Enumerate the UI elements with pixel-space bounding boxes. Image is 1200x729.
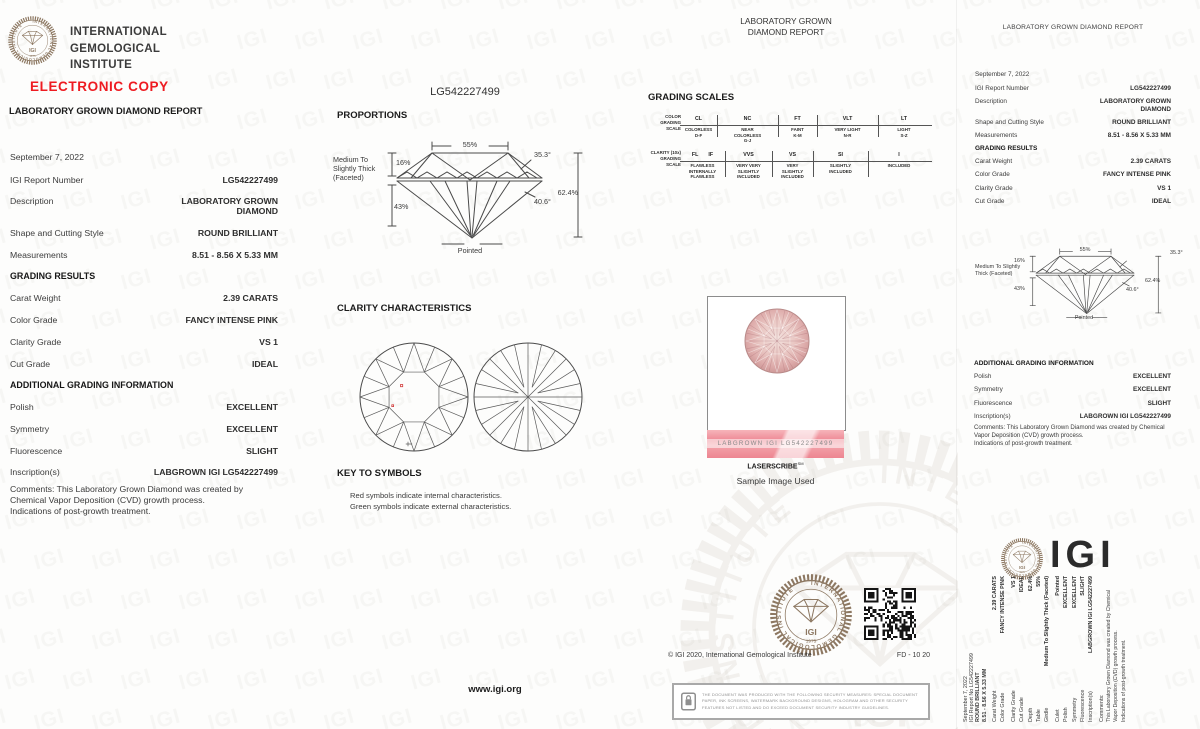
- scale-code2-text: IF: [708, 152, 714, 158]
- diamond-photo-frame: [707, 296, 846, 431]
- rot-label: Inscription(s): [1088, 691, 1095, 722]
- scale-name: [817, 127, 878, 138]
- scale-range: D-F: [694, 132, 703, 138]
- clarity-grading-scale: [648, 148, 933, 192]
- rot-comments-body: This Laboratory Grown Diamond was created by Chemical Vapor Deposition (CVD) growth process.: [1106, 590, 1120, 722]
- field-label: Clarity Grade: [10, 336, 62, 347]
- rot-row: [1055, 576, 1061, 722]
- field-row: [10, 316, 278, 326]
- field-row: [974, 413, 1171, 420]
- field-value: IDEAL: [1151, 197, 1171, 205]
- rot-row: [1088, 576, 1094, 722]
- field-value: VS 1: [1157, 184, 1171, 192]
- stub-igi-logotype: IGI: [1050, 534, 1116, 576]
- clarity-characteristics-heading: CLARITY CHARACTERISTICS: [337, 303, 472, 314]
- field-row: [974, 373, 1171, 380]
- field-row: [975, 132, 1171, 139]
- field-label: Description: [10, 196, 54, 207]
- field-label: Description: [975, 98, 1007, 106]
- field-row: [975, 171, 1171, 178]
- grading-scales-heading: GRADING SCALES: [648, 92, 735, 103]
- scale-name: VERY VERY SLIGHTLY INCLUDED: [736, 163, 761, 180]
- key-green-line: Green symbols indicate external characteristics.: [350, 502, 512, 512]
- field-row: [10, 425, 278, 435]
- table-percent-label: 55%: [462, 140, 478, 149]
- field-value: LG542227499: [222, 174, 278, 185]
- field-value: FANCY INTENSE PINK: [1102, 171, 1171, 179]
- key-to-symbols-text: [350, 490, 511, 513]
- scale-col: [680, 148, 725, 180]
- rot-comments-body2: Indications of post-growth treatment.: [1120, 639, 1127, 722]
- key-red-line: Red symbols indicate internal characteristics.: [350, 491, 502, 500]
- scale-col: [772, 148, 813, 180]
- field-label: Inscription(s): [974, 412, 1011, 420]
- scale-name: VERY SLIGHTLY INCLUDED: [781, 163, 804, 180]
- rot-report-no: IGI Report No LG542227499: [969, 653, 976, 722]
- stub-comments-text: Comments: This Laboratory Grown Diamond was created by Chemical Vapor Deposition (CVD) growth process.: [974, 423, 1165, 439]
- field-value: ROUND BRILLIANT: [197, 227, 278, 238]
- rot-label: Culet: [1055, 709, 1062, 722]
- scale-name: FLAWLESS INTERNALLY FLAWLESS: [688, 163, 717, 180]
- crown-height-label: 16%: [396, 158, 411, 167]
- rot-value: 62.4%: [1027, 576, 1034, 592]
- clarity-scale-side-label: CLARITY (10x) GRADING SCALE: [650, 150, 681, 167]
- field-value: LG542227499: [1130, 85, 1171, 93]
- electronic-copy-stamp: ELECTRONIC COPY: [30, 79, 169, 94]
- field-value: IDEAL: [251, 358, 278, 369]
- stub-total-depth-label: 62.4%: [1145, 278, 1161, 284]
- field-row: [974, 386, 1171, 393]
- pavilion-depth-label: 43%: [394, 202, 409, 211]
- laserscribe-servicemark: SM: [797, 461, 804, 466]
- rot-row: [1044, 576, 1050, 722]
- field-row: [975, 85, 1171, 92]
- rot-value: Pointed: [1055, 576, 1062, 596]
- scale-name-text: VERY LIGHT: [834, 127, 861, 132]
- pavilion-angle-label: 40.6°: [534, 197, 551, 206]
- scale-name: [878, 127, 930, 138]
- report-date: September 7, 2022: [10, 152, 84, 162]
- rot-label: Symmetry: [1071, 697, 1078, 722]
- field-label: Shape and Cutting Style: [10, 227, 104, 238]
- sample-image-caption: Sample Image Used: [736, 476, 815, 486]
- rot-value: LABGROWN IGI LG542227499: [1088, 576, 1095, 653]
- field-label: Cut Grade: [10, 358, 51, 369]
- scale-code-text: FL: [691, 152, 699, 158]
- rot-row: [1028, 576, 1034, 722]
- security-notice-box: [672, 683, 930, 720]
- scale-name-text: LIGHT: [897, 127, 911, 132]
- laserscribe-strip: [707, 430, 844, 458]
- panel3-title-line2: DIAMOND REPORT: [747, 27, 825, 38]
- stub-rotated-summary: [963, 576, 1127, 722]
- field-row: [975, 185, 1171, 192]
- scale-name: [680, 127, 717, 138]
- scale-code: NC: [743, 116, 752, 122]
- laserscribe-label-text: LASERSCRIBE: [747, 463, 798, 471]
- rot-row: [1000, 576, 1006, 722]
- rot-label: Color Grade: [1000, 692, 1007, 722]
- field-row: [10, 360, 278, 370]
- scale-range: N-R: [843, 132, 852, 138]
- field-value: LABGROWN IGI LG542227499: [1079, 412, 1171, 420]
- igi-seal-logo-icon: [7, 15, 58, 66]
- field-label: Symmetry: [974, 386, 1003, 394]
- rot-label: Carat Weight: [991, 690, 998, 722]
- field-value: EXCELLENT: [1133, 386, 1171, 394]
- field-value: EXCELLENT: [226, 424, 278, 435]
- total-depth-label: 62.4%: [557, 188, 578, 197]
- pavilion-view-facets: [474, 343, 582, 451]
- field-label: IGI Report Number: [975, 85, 1029, 93]
- field-row: [975, 119, 1171, 126]
- field-label: Carat Weight: [10, 293, 61, 304]
- field-label: Carat Weight: [975, 158, 1013, 166]
- rot-row: [1072, 576, 1078, 722]
- field-value: SLIGHT: [1147, 399, 1171, 407]
- scale-code: VS: [788, 152, 797, 158]
- additional-grading-heading: ADDITIONAL GRADING INFORMATION: [10, 380, 174, 391]
- field-row: [975, 158, 1171, 165]
- culet-label: Pointed: [457, 246, 483, 255]
- report-title: LABORATORY GROWN DIAMOND REPORT: [9, 105, 203, 116]
- scale-code: [680, 148, 725, 158]
- clarity-plot-diagrams: [352, 335, 592, 460]
- field-value: FANCY INTENSE PINK: [185, 315, 278, 326]
- rot-label: Clarity Grade: [1011, 690, 1018, 722]
- stub-pavilion-angle-label: 40.6°: [1126, 287, 1139, 293]
- rot-label: Table: [1035, 709, 1042, 722]
- rot-value: 2.39 CARATS: [991, 576, 998, 611]
- field-row: [10, 403, 278, 413]
- field-row: [975, 198, 1171, 205]
- field-label: Fluorescence: [10, 445, 63, 456]
- rot-value: IDEAL: [1019, 576, 1026, 593]
- diamond-photo: [743, 307, 811, 375]
- rot-measurements: 8.51 - 8.56 X 5.33 MM: [981, 668, 988, 722]
- rot-value: VS 1: [1011, 576, 1018, 588]
- laserscribe-inscription: LABGROWN IGI LG542227499: [707, 439, 844, 448]
- scale-code: VLT: [842, 116, 853, 122]
- key-to-symbols-heading: KEY TO SYMBOLS: [337, 468, 422, 479]
- brand-name: [70, 24, 167, 74]
- field-value: LABORATORY GROWN DIAMOND: [181, 196, 278, 217]
- qr-code: [864, 588, 916, 640]
- field-row: [975, 98, 1171, 112]
- scale-col: [725, 148, 772, 180]
- field-label: Polish: [10, 402, 34, 413]
- rot-label: Cut Grade: [1019, 697, 1026, 722]
- scale-range: G-J: [743, 138, 752, 144]
- rot-shape: ROUND BRILLIANT: [975, 672, 982, 722]
- field-label: Polish: [974, 373, 992, 381]
- report-fields: [10, 153, 278, 518]
- scale-col: [868, 148, 930, 169]
- field-row: [10, 338, 278, 348]
- rot-row: [1011, 576, 1017, 722]
- rot-row: [1063, 576, 1069, 722]
- panel3-title-line1: LABORATORY GROWN: [740, 16, 832, 26]
- scale-col: [878, 112, 930, 138]
- scale-col: [817, 112, 878, 138]
- copyright-line: © IGI 2020, International Gemological Institute: [668, 652, 812, 659]
- rot-value: SLIGHT: [1079, 576, 1086, 596]
- laserscribe-label: [707, 461, 844, 470]
- rot-comments-label: Comments:: [1099, 694, 1106, 722]
- field-label: IGI Report Number: [10, 174, 84, 185]
- stub-fold-line: [956, 0, 957, 729]
- stub-title: LABORATORY GROWN DIAMOND REPORT: [1002, 24, 1144, 31]
- girdle-label: Medium To Slightly Thick (Faceted): [333, 155, 376, 182]
- stub-pavilion-depth-label: 43%: [1014, 286, 1025, 292]
- rot-row: [1080, 576, 1086, 722]
- field-row: [974, 400, 1171, 407]
- stub-crown-height-label: 16%: [1014, 258, 1025, 264]
- field-label: Shape and Cutting Style: [975, 118, 1044, 126]
- field-label: Color Grade: [10, 315, 58, 326]
- form-code: FD - 10 20: [896, 652, 930, 659]
- website-text: www.igi.org: [468, 684, 522, 695]
- scale-col: [717, 112, 778, 144]
- rot-label: Girdle: [1044, 707, 1051, 722]
- rot-date: September 7, 2022: [963, 676, 969, 722]
- field-label: Symmetry: [10, 424, 50, 435]
- scale-col: [680, 112, 717, 138]
- rot-value: EXCELLENT: [1063, 576, 1070, 609]
- field-row: [10, 294, 278, 304]
- scale-code: CL: [694, 116, 703, 122]
- brand-name-line2: GEMOLOGICAL: [70, 42, 161, 55]
- scale-name-text: FAINT: [791, 127, 804, 132]
- field-label: Cut Grade: [975, 197, 1005, 205]
- field-value: SLIGHT: [246, 445, 278, 456]
- field-row: [10, 197, 278, 216]
- scale-code: LT: [900, 116, 908, 122]
- scale-name-text: COLORLESS: [684, 127, 713, 132]
- security-notice-text: THE DOCUMENT WAS PRODUCED WITH THE FOLLOWING SECURITY MEASURES: SPECIAL DOCUMENT PAPER, INK SCREENS, WATERMARK BACKGROUND DESIGNS, HOLOGRAM AND OTHER SECURITY FEATURES NOT LISTED AND DO EXCEED DOCUMENT SECURITY INDUSTRY GUIDELINES.: [702, 691, 918, 710]
- field-value: VS 1: [259, 336, 278, 347]
- scale-range: S-Z: [900, 132, 908, 138]
- field-row: [10, 176, 278, 186]
- field-label: Measurements: [975, 131, 1018, 139]
- crown-view-facets: [360, 343, 468, 451]
- rot-value: Medium To Slightly Thick (Faceted): [1044, 576, 1051, 667]
- scale-range: K-M: [793, 132, 802, 138]
- scale-col: [778, 112, 817, 138]
- scale-name-text: NEAR COLORLESS: [733, 127, 762, 138]
- scale-code: FT: [794, 116, 801, 122]
- field-value: 8.51 - 8.56 X 5.33 MM: [192, 249, 278, 260]
- field-value: ROUND BRILLIANT: [1112, 118, 1171, 126]
- field-value: LABGROWN IGI LG542227499: [153, 467, 278, 478]
- stub-additional-fields: [974, 358, 1171, 448]
- rot-label: Depth: [1027, 707, 1034, 722]
- stub-igi-seal-icon: [1000, 537, 1044, 581]
- scale-code: SI: [837, 152, 843, 158]
- scale-name: INCLUDED: [887, 163, 911, 168]
- stub-fields: [975, 71, 1171, 211]
- comments-text: Comments: This Laboratory Grown Diamond was created by Chemical Vapor Deposition (CVD) growth process.: [10, 484, 244, 506]
- proportions-heading: PROPORTIONS: [337, 110, 408, 121]
- field-label: Clarity Grade: [975, 184, 1013, 192]
- color-scale-side-label: COLOR GRADING SCALE: [660, 114, 681, 131]
- rot-value: EXCELLENT: [1071, 576, 1078, 609]
- field-value: 2.39 CARATS: [1130, 158, 1171, 166]
- rot-row: [992, 576, 998, 722]
- stub-crown-angle-label: 35.3°: [1170, 250, 1183, 256]
- color-grading-scale: [648, 112, 933, 150]
- rot-row: [1036, 576, 1042, 722]
- stub-girdle-label: Medium To Slightly Thick (Faceted): [975, 264, 1021, 278]
- field-value: 8.51 - 8.56 X 5.33 MM: [1107, 131, 1171, 139]
- proportions-report-number: LG542227499: [430, 86, 500, 98]
- scale-col: [813, 148, 868, 174]
- rot-label: Fluorescence: [1079, 689, 1086, 722]
- field-label: Inscription(s): [10, 467, 60, 478]
- scale-code: VVS: [743, 152, 754, 158]
- field-value: EXCELLENT: [1133, 373, 1171, 381]
- security-document-icon: [681, 692, 696, 711]
- field-value: 2.39 CARATS: [223, 293, 278, 304]
- field-label: Color Grade: [975, 171, 1010, 179]
- grading-results-heading: GRADING RESULTS: [10, 271, 96, 282]
- stub-grading-heading: GRADING RESULTS: [975, 145, 1038, 153]
- post-growth-text: Indications of post-growth treatment.: [10, 506, 151, 517]
- field-row: [10, 229, 278, 239]
- brand-name-line1: INTERNATIONAL: [70, 26, 167, 38]
- field-value: EXCELLENT: [226, 402, 278, 413]
- rot-label: Polish: [1063, 707, 1070, 722]
- field-row: [10, 447, 278, 457]
- scale-name: [778, 127, 817, 138]
- stub-date: September 7, 2022: [975, 71, 1030, 78]
- scale-name: SLIGHTLY INCLUDED: [829, 163, 852, 174]
- scale-code: I: [898, 152, 900, 158]
- brand-name-line3: INSTITUTE: [70, 59, 133, 72]
- field-row: [10, 251, 278, 261]
- stub-additional-heading: ADDITIONAL GRADING INFORMATION: [974, 360, 1094, 367]
- field-value: LABORATORY GROWN DIAMOND: [1099, 98, 1171, 113]
- rot-value: FANCY INTENSE PINK: [1000, 576, 1007, 634]
- rot-row: [1019, 576, 1025, 722]
- field-label: Fluorescence: [974, 399, 1013, 407]
- panel3-title: [700, 16, 872, 39]
- field-label: Measurements: [10, 249, 68, 260]
- crown-angle-label: 35.3°: [534, 150, 551, 159]
- stub-culet-label: Pointed: [1074, 315, 1094, 321]
- stub-table-percent-label: 55%: [1079, 247, 1091, 253]
- igi-certification-seal-icon: [768, 572, 854, 658]
- field-row: [10, 468, 278, 478]
- rot-value: 55%: [1035, 576, 1042, 587]
- stub-post-growth-text: Indications of post-growth treatment.: [974, 439, 1073, 447]
- scale-name: [717, 127, 778, 144]
